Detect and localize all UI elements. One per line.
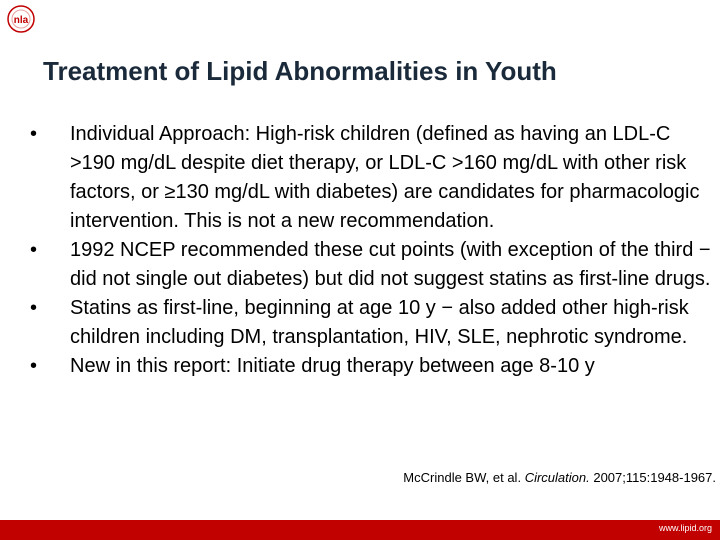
nla-logo-mark (6, 4, 36, 34)
bullet-text: 1992 NCEP recommended these cut points (with exception of the third − did not single out diabetes) but did not suggest statins as first-line drugs. (70, 239, 711, 290)
bullet-marker: • (30, 123, 38, 145)
bullet-item (30, 294, 720, 352)
bullet-marker: • (30, 355, 38, 377)
bullet-text: Individual Approach: High-risk children (defined as having an LDL-C >190 mg/dL despite diet therapy, or LDL-C >160 mg/dL with other risk factors, or ≥130 mg/dL with diabetes) are candidates for pharmacologic intervention. This is not a new recommendation. (70, 123, 700, 232)
bullet-item (30, 352, 720, 381)
bullet-text: New in this report: Initiate drug therapy between age 8-10 y (70, 355, 595, 377)
footer-url: www.lipid.org (658, 523, 712, 533)
citation (403, 470, 716, 485)
slide-title: Treatment of Lipid Abnormalities in Youth (43, 56, 557, 86)
citation-details: 2007;115:1948-1967. (593, 470, 716, 485)
bullet-marker: • (30, 239, 38, 261)
bullet-marker: • (30, 297, 38, 319)
bullet-list (30, 120, 720, 381)
bullet-item (30, 236, 720, 294)
bullet-item (30, 120, 720, 236)
nla-logo (6, 4, 36, 34)
citation-authors: McCrindle BW, et al. (403, 470, 522, 485)
citation-journal: Circulation. (524, 470, 590, 485)
bullet-text: Statins as first-line, beginning at age 10 y − also added other high-risk children including DM, transplantation, HIV, SLE, nephrotic syndrome. (70, 297, 689, 348)
logo-text: nla (13, 15, 29, 26)
footer-bar (0, 520, 720, 540)
